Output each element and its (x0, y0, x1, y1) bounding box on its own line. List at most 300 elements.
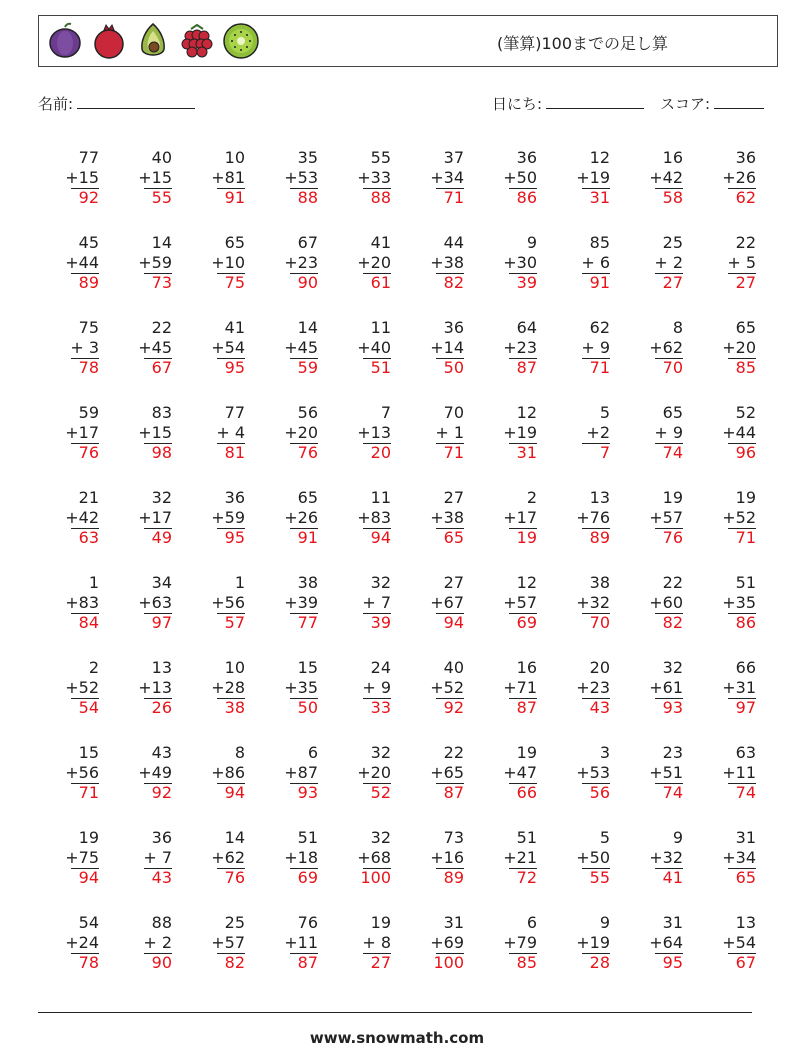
second-addend: + 1 (435, 423, 464, 442)
second-addend: +45 (138, 338, 172, 357)
answer: 71 (735, 528, 756, 547)
addition-problem (622, 403, 695, 488)
answer: 72 (516, 868, 537, 887)
first-addend: 14 (224, 828, 245, 847)
header-box (38, 15, 778, 67)
first-addend: 63 (735, 743, 756, 762)
first-addend: 3 (599, 743, 610, 762)
addition-problem (257, 148, 330, 233)
second-addend: +64 (649, 933, 683, 952)
sum-line (144, 273, 172, 274)
first-addend: 24 (370, 658, 391, 677)
sum-line (582, 783, 610, 784)
sum-line (728, 698, 756, 699)
addition-problem (476, 318, 549, 403)
sum-line (436, 783, 464, 784)
addition-problem (622, 573, 695, 658)
second-addend: + 4 (216, 423, 245, 442)
first-addend: 25 (224, 913, 245, 932)
answer: 74 (735, 783, 756, 802)
second-addend: +57 (503, 593, 537, 612)
first-addend: 34 (151, 573, 172, 592)
addition-problem (111, 828, 184, 913)
sum-line (509, 358, 537, 359)
sum-line (363, 783, 391, 784)
second-addend: +26 (722, 168, 756, 187)
answer: 85 (735, 358, 756, 377)
addition-problem (622, 233, 695, 318)
sum-line (509, 953, 537, 954)
addition-problem (695, 743, 768, 828)
problem-row (38, 658, 768, 743)
second-addend: + 2 (143, 933, 172, 952)
second-addend: +59 (211, 508, 245, 527)
first-addend: 23 (662, 743, 683, 762)
sum-line (655, 528, 683, 529)
second-addend: +17 (65, 423, 99, 442)
problem-row (38, 488, 768, 573)
first-addend: 77 (224, 403, 245, 422)
sum-line (217, 443, 245, 444)
answer: 100 (360, 868, 391, 887)
first-addend: 59 (78, 403, 99, 422)
addition-problem (184, 913, 257, 998)
sum-line (728, 443, 756, 444)
answer: 92 (78, 188, 99, 207)
second-addend: +47 (503, 763, 537, 782)
second-addend: +53 (284, 168, 318, 187)
second-addend: +32 (649, 848, 683, 867)
answer: 66 (516, 783, 537, 802)
second-addend: + 6 (581, 253, 610, 272)
first-addend: 32 (662, 658, 683, 677)
answer: 89 (589, 528, 610, 547)
addition-problem (330, 488, 403, 573)
first-addend: 40 (151, 148, 172, 167)
second-addend: +76 (576, 508, 610, 527)
second-addend: +51 (649, 763, 683, 782)
first-addend: 55 (370, 148, 391, 167)
sum-line (582, 953, 610, 954)
first-addend: 22 (151, 318, 172, 337)
first-addend: 32 (370, 573, 391, 592)
answer: 100 (433, 953, 464, 972)
first-addend: 22 (735, 233, 756, 252)
problem-row (38, 743, 768, 828)
second-addend: +71 (503, 678, 537, 697)
addition-problem (330, 318, 403, 403)
first-addend: 67 (297, 233, 318, 252)
sum-line (436, 528, 464, 529)
second-addend: +40 (357, 338, 391, 357)
second-addend: +60 (649, 593, 683, 612)
sum-line (363, 443, 391, 444)
first-addend: 31 (443, 913, 464, 932)
second-addend: +44 (722, 423, 756, 442)
second-addend: +34 (430, 168, 464, 187)
sum-line (582, 443, 610, 444)
sum-line (728, 953, 756, 954)
addition-problem (403, 488, 476, 573)
raspberry-icon (177, 21, 217, 61)
answer: 56 (589, 783, 610, 802)
first-addend: 19 (735, 488, 756, 507)
addition-problem (257, 658, 330, 743)
first-addend: 54 (78, 913, 99, 932)
answer: 94 (443, 613, 464, 632)
second-addend: + 8 (362, 933, 391, 952)
first-addend: 22 (443, 743, 464, 762)
sum-line (509, 528, 537, 529)
second-addend: +63 (138, 593, 172, 612)
addition-problem (257, 573, 330, 658)
second-addend: +20 (357, 763, 391, 782)
addition-problem (111, 318, 184, 403)
sum-line (290, 358, 318, 359)
second-addend: +34 (722, 848, 756, 867)
second-addend: + 9 (581, 338, 610, 357)
sum-line (290, 783, 318, 784)
addition-problem (549, 743, 622, 828)
addition-problem (330, 913, 403, 998)
second-addend: +17 (503, 508, 537, 527)
answer: 95 (662, 953, 683, 972)
answer: 70 (589, 613, 610, 632)
second-addend: +50 (503, 168, 537, 187)
answer: 88 (297, 188, 318, 207)
second-addend: +19 (503, 423, 537, 442)
addition-problem (111, 403, 184, 488)
date-field[interactable] (492, 93, 644, 114)
second-addend: +52 (65, 678, 99, 697)
second-addend: +19 (576, 168, 610, 187)
sum-line (290, 613, 318, 614)
addition-problem (184, 828, 257, 913)
answer: 97 (735, 698, 756, 717)
second-addend: +49 (138, 763, 172, 782)
addition-problem (476, 743, 549, 828)
sum-line (71, 528, 99, 529)
problem-row (38, 318, 768, 403)
first-addend: 9 (599, 913, 610, 932)
addition-problem (38, 318, 111, 403)
second-addend: +50 (576, 848, 610, 867)
second-addend: +13 (138, 678, 172, 697)
second-addend: +13 (357, 423, 391, 442)
answer: 91 (224, 188, 245, 207)
answer: 76 (78, 443, 99, 462)
second-addend: +45 (284, 338, 318, 357)
sum-line (509, 188, 537, 189)
addition-problem (257, 318, 330, 403)
first-addend: 19 (662, 488, 683, 507)
date-label: 日にち: (492, 95, 543, 113)
sum-line (509, 698, 537, 699)
first-addend: 14 (297, 318, 318, 337)
footer-divider (38, 1012, 752, 1013)
addition-problem (403, 403, 476, 488)
answer: 52 (370, 783, 391, 802)
answer: 70 (662, 358, 683, 377)
first-addend: 1 (88, 573, 99, 592)
answer: 31 (516, 443, 537, 462)
answer: 7 (599, 443, 610, 462)
answer: 94 (370, 528, 391, 547)
page-title: (筆算)100までの足し算 (497, 34, 669, 53)
answer: 27 (370, 953, 391, 972)
sum-line (144, 783, 172, 784)
second-addend: + 7 (143, 848, 172, 867)
addition-problem (622, 828, 695, 913)
sum-line (71, 443, 99, 444)
first-addend: 22 (662, 573, 683, 592)
sum-line (144, 188, 172, 189)
answer: 28 (589, 953, 610, 972)
second-addend: +57 (211, 933, 245, 952)
first-addend: 43 (151, 743, 172, 762)
second-addend: +54 (722, 933, 756, 952)
addition-problem (330, 828, 403, 913)
addition-problem (184, 318, 257, 403)
sum-line (363, 358, 391, 359)
addition-problem (622, 488, 695, 573)
addition-problem (38, 828, 111, 913)
answer: 55 (151, 188, 172, 207)
second-addend: +10 (211, 253, 245, 272)
addition-problem (476, 488, 549, 573)
date-blank[interactable] (546, 94, 644, 109)
answer: 78 (78, 953, 99, 972)
sum-line (436, 443, 464, 444)
sum-line (655, 443, 683, 444)
answer: 43 (151, 868, 172, 887)
answer: 76 (297, 443, 318, 462)
sum-line (71, 868, 99, 869)
first-addend: 40 (443, 658, 464, 677)
addition-problem (111, 148, 184, 233)
sum-line (217, 953, 245, 954)
addition-problem (476, 233, 549, 318)
addition-problem (403, 658, 476, 743)
sum-line (509, 783, 537, 784)
pomegranate-icon (89, 21, 129, 61)
sum-line (144, 613, 172, 614)
addition-problem (622, 658, 695, 743)
problem-row (38, 233, 768, 318)
answer: 20 (370, 443, 391, 462)
addition-problem (476, 403, 549, 488)
sum-line (217, 358, 245, 359)
addition-problem (111, 743, 184, 828)
first-addend: 37 (443, 148, 464, 167)
score-blank[interactable] (714, 94, 764, 109)
answer: 96 (735, 443, 756, 462)
answer: 86 (516, 188, 537, 207)
sum-line (290, 528, 318, 529)
answer: 19 (516, 528, 537, 547)
first-addend: 32 (370, 743, 391, 762)
first-addend: 36 (516, 148, 537, 167)
addition-problem (403, 318, 476, 403)
first-addend: 35 (297, 148, 318, 167)
sum-line (71, 188, 99, 189)
answer: 65 (443, 528, 464, 547)
name-blank[interactable] (77, 94, 195, 109)
sum-line (363, 273, 391, 274)
second-addend: +35 (722, 593, 756, 612)
sum-line (582, 868, 610, 869)
sum-line (509, 273, 537, 274)
addition-problem (184, 573, 257, 658)
first-addend: 70 (443, 403, 464, 422)
sum-line (728, 783, 756, 784)
second-addend: +62 (211, 848, 245, 867)
second-addend: +15 (138, 423, 172, 442)
addition-problem (257, 403, 330, 488)
first-addend: 64 (516, 318, 537, 337)
sum-line (728, 868, 756, 869)
sum-line (217, 613, 245, 614)
answer: 92 (443, 698, 464, 717)
sum-line (582, 273, 610, 274)
second-addend: + 3 (70, 338, 99, 357)
answer: 67 (151, 358, 172, 377)
sum-line (217, 188, 245, 189)
sum-line (363, 868, 391, 869)
addition-problem (695, 913, 768, 998)
answer: 69 (297, 868, 318, 887)
sum-line (217, 528, 245, 529)
sum-line (509, 868, 537, 869)
second-addend: +19 (576, 933, 610, 952)
second-addend: +2 (586, 423, 610, 442)
addition-problem (330, 233, 403, 318)
second-addend: + 5 (727, 253, 756, 272)
answer: 77 (297, 613, 318, 632)
first-addend: 38 (297, 573, 318, 592)
answer: 49 (151, 528, 172, 547)
addition-problem (184, 658, 257, 743)
first-addend: 41 (370, 233, 391, 252)
answer: 65 (735, 868, 756, 887)
name-field[interactable] (38, 93, 195, 114)
second-addend: +15 (65, 168, 99, 187)
answer: 54 (78, 698, 99, 717)
answer: 94 (224, 783, 245, 802)
second-addend: +56 (65, 763, 99, 782)
answer: 89 (78, 273, 99, 292)
second-addend: +28 (211, 678, 245, 697)
second-addend: +33 (357, 168, 391, 187)
second-addend: +52 (722, 508, 756, 527)
answer: 50 (297, 698, 318, 717)
first-addend: 7 (380, 403, 391, 422)
problem-row (38, 403, 768, 488)
sum-line (436, 698, 464, 699)
first-addend: 1 (234, 573, 245, 592)
first-addend: 51 (297, 828, 318, 847)
answer: 87 (297, 953, 318, 972)
addition-problem (476, 573, 549, 658)
first-addend: 44 (443, 233, 464, 252)
sum-line (290, 698, 318, 699)
first-addend: 31 (662, 913, 683, 932)
second-addend: + 9 (362, 678, 391, 697)
second-addend: +83 (65, 593, 99, 612)
sum-line (144, 868, 172, 869)
answer: 90 (151, 953, 172, 972)
sum-line (363, 528, 391, 529)
first-addend: 10 (224, 658, 245, 677)
addition-problem (38, 658, 111, 743)
answer: 58 (662, 188, 683, 207)
first-addend: 27 (443, 573, 464, 592)
addition-problem (622, 148, 695, 233)
first-addend: 85 (589, 233, 610, 252)
second-addend: +81 (211, 168, 245, 187)
first-addend: 65 (297, 488, 318, 507)
second-addend: +79 (503, 933, 537, 952)
answer: 39 (370, 613, 391, 632)
sum-line (217, 868, 245, 869)
addition-problem (695, 828, 768, 913)
addition-problem (403, 743, 476, 828)
addition-problem (257, 913, 330, 998)
plum-icon (45, 21, 85, 61)
addition-problem (38, 573, 111, 658)
sum-line (655, 613, 683, 614)
sum-line (217, 783, 245, 784)
answer: 74 (662, 443, 683, 462)
first-addend: 36 (443, 318, 464, 337)
first-addend: 13 (151, 658, 172, 677)
addition-problem (38, 233, 111, 318)
answer: 38 (224, 698, 245, 717)
first-addend: 65 (662, 403, 683, 422)
score-field[interactable] (660, 93, 764, 114)
addition-problem (38, 743, 111, 828)
problem-row (38, 148, 768, 233)
addition-problem (622, 913, 695, 998)
sum-line (290, 868, 318, 869)
second-addend: +20 (284, 423, 318, 442)
addition-problem (184, 233, 257, 318)
sum-line (436, 613, 464, 614)
second-addend: +35 (284, 678, 318, 697)
first-addend: 15 (297, 658, 318, 677)
sum-line (71, 783, 99, 784)
first-addend: 73 (443, 828, 464, 847)
sum-line (144, 443, 172, 444)
answer: 71 (78, 783, 99, 802)
sum-line (436, 953, 464, 954)
answer: 71 (443, 443, 464, 462)
addition-problem (695, 318, 768, 403)
addition-problem (257, 233, 330, 318)
answer: 59 (297, 358, 318, 377)
sum-line (363, 698, 391, 699)
second-addend: +32 (576, 593, 610, 612)
sum-line (436, 188, 464, 189)
second-addend: +62 (649, 338, 683, 357)
sum-line (217, 698, 245, 699)
first-addend: 32 (370, 828, 391, 847)
first-addend: 19 (78, 828, 99, 847)
first-addend: 2 (88, 658, 99, 677)
first-addend: 9 (526, 233, 537, 252)
second-addend: +11 (722, 763, 756, 782)
first-addend: 51 (516, 828, 537, 847)
